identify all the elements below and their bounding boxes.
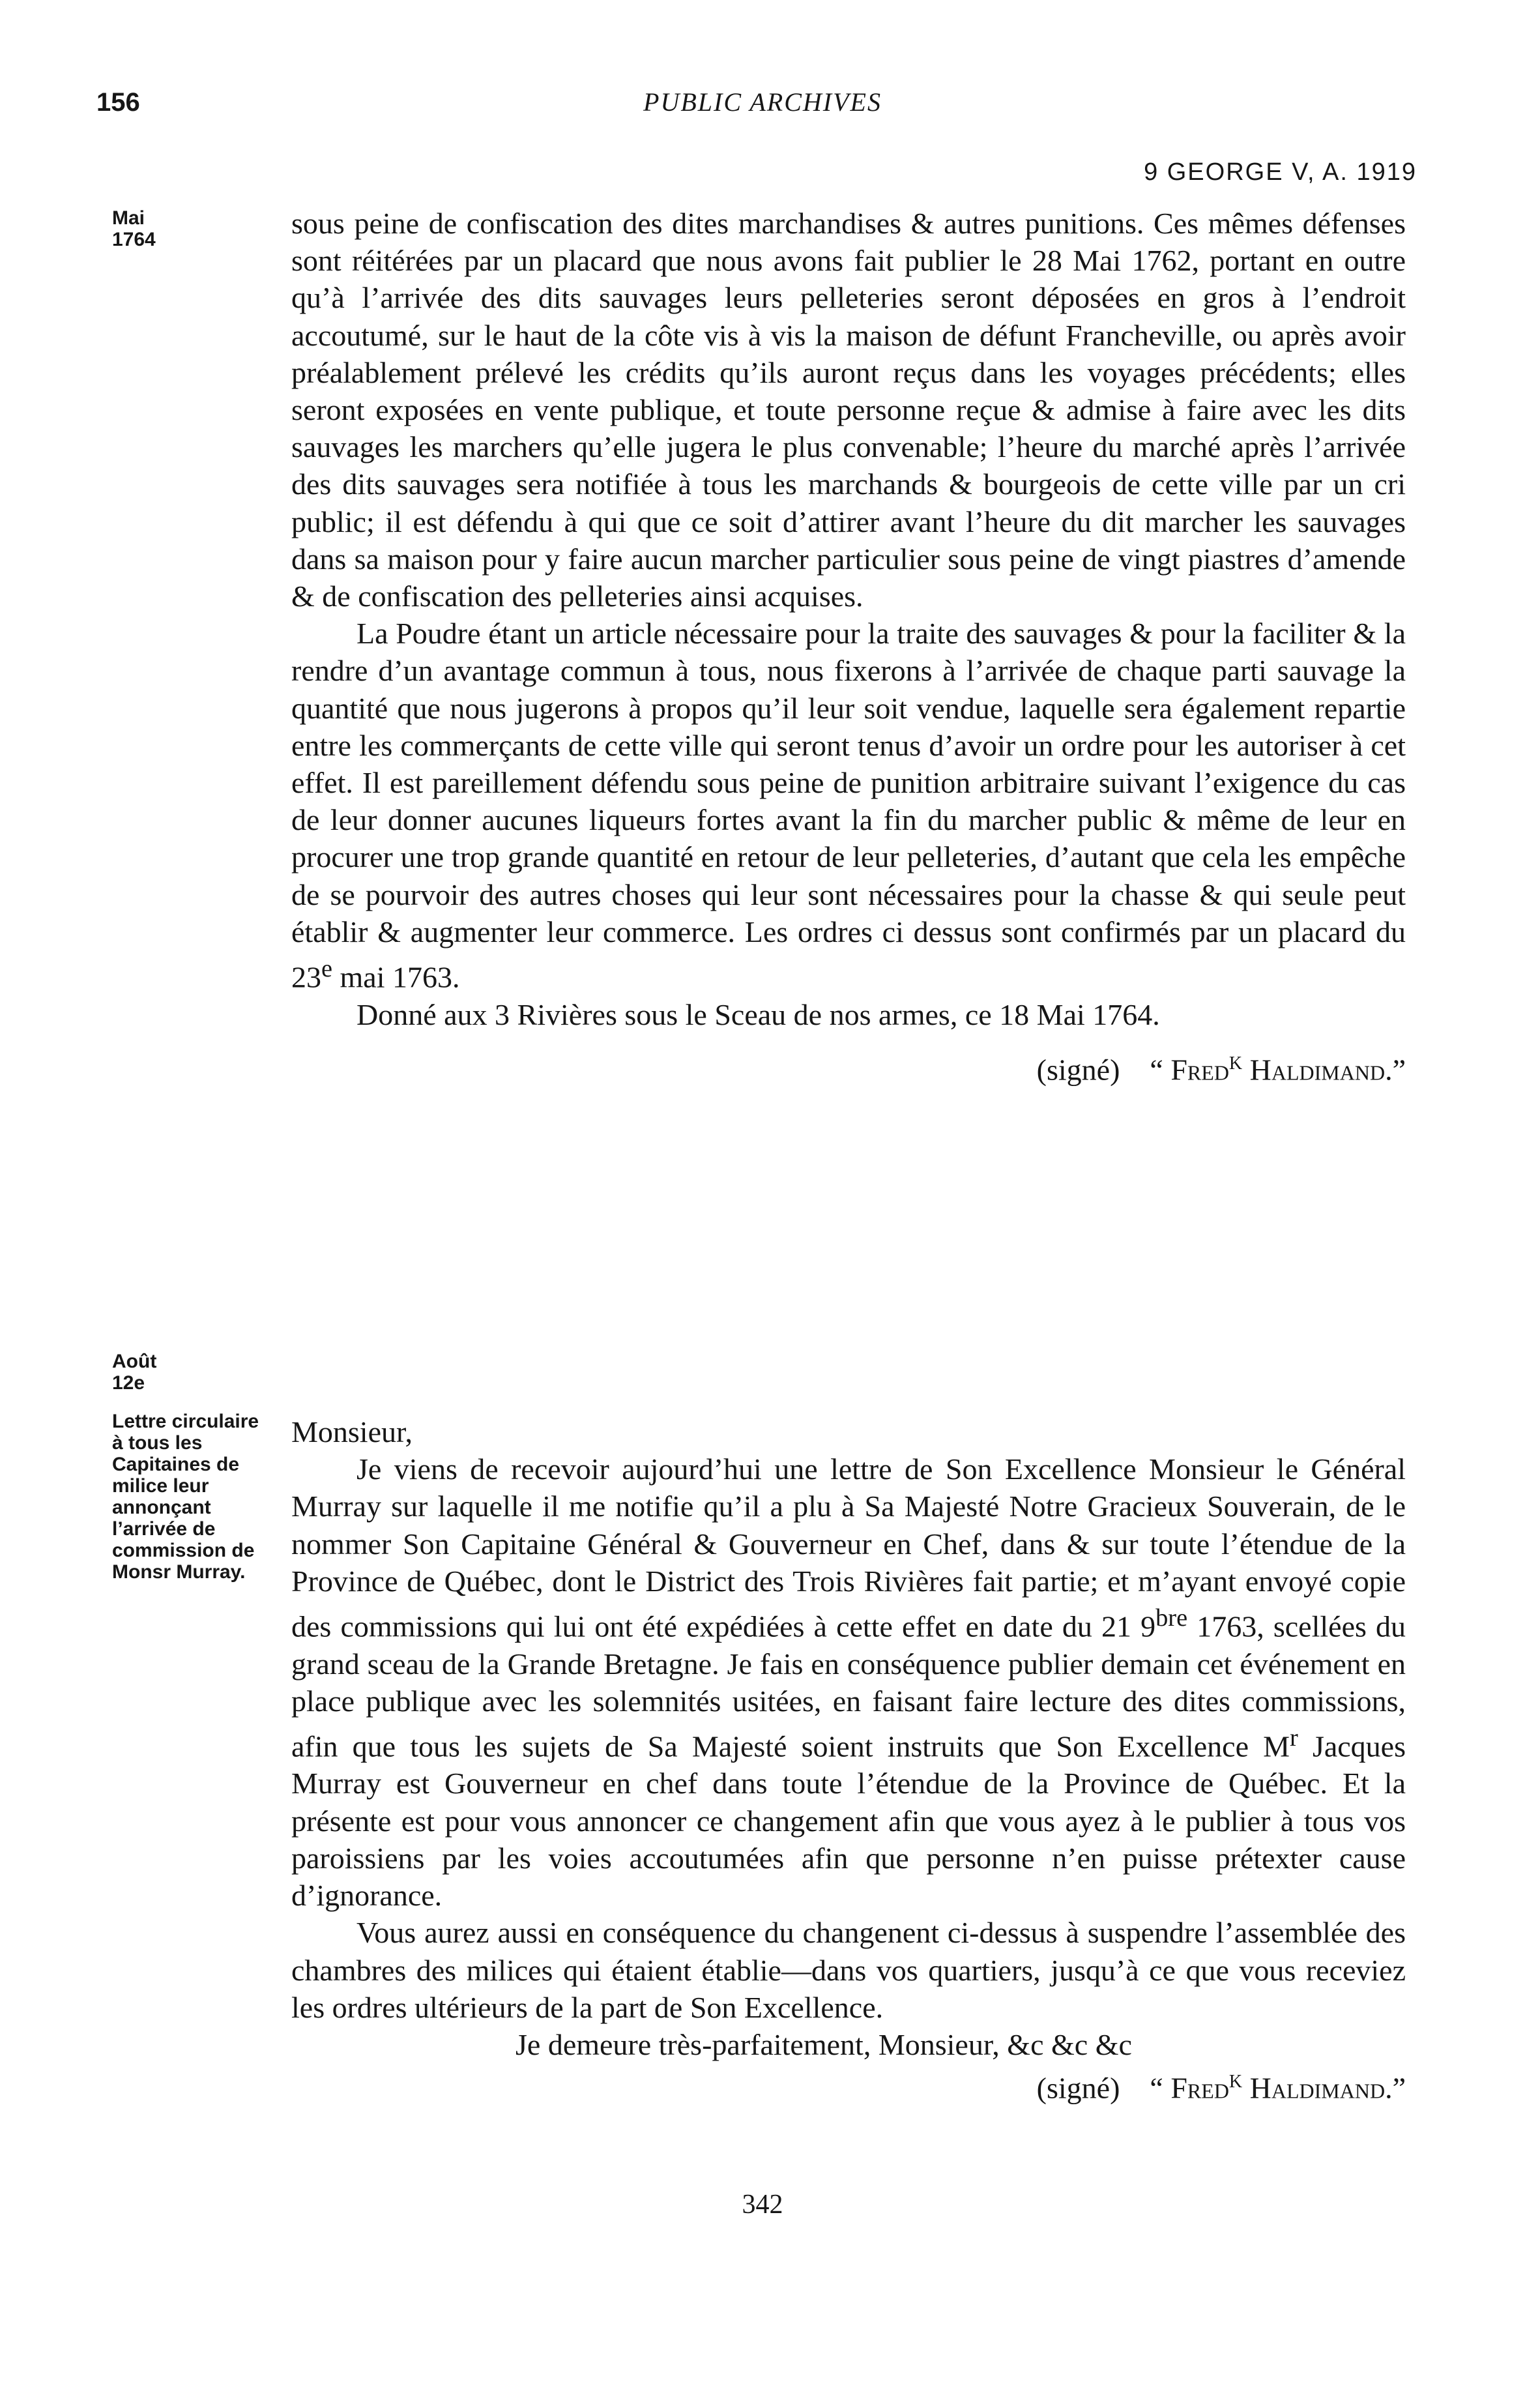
doc2-paragraph-2: Vous aurez aussi en conséquence du changenent ci-dessus à suspendre l’assemblée des chambres des milices qui étaient établie—dans vos quartiers, jusqu’à ce que vous receviez les ordres ultérieurs de la part de Son Excellence. — [291, 1916, 1406, 2024]
margin-month-2: Août — [112, 1351, 157, 1372]
document-2-body — [291, 1413, 1406, 2107]
margin-date-1 — [112, 207, 288, 250]
margin-note: Lettre circulaire à tous les Capitaines de milice leur annonçant l’arrivée de commission de Monsr Murray. — [112, 1411, 259, 1583]
margin-day-2: 12e — [112, 1372, 145, 1394]
doc1-paragraph-1: sous peine de confiscation des dites marchandises & autres punitions. Ces mêmes défenses sont réitérées par un placard que nous avons fait publier le 28 Mai 1762, portant en outre qu’à l’arrivée des dits sauvages leurs pelleteries seront déposées en gros à l’endroit accoutumé, sur le haut de la côte vis à vis la maison de défunt Francheville, ou après avoir préalablement prélevé les crédits qu’ils auront reçus dans les voyages précédents; elles seront exposées en vente publique, et toute personne reçue & admise à faire avec les dits sauvages les marchers qu’elle jugera le plus convenable; l’heure du marché après l’arrivée des dits sauvages sera notifiée à tous les marchands & bourgeois de cette ville par un cri public; il est défendu à qui que ce soit d’attirer avant l’heure du dit marcher les sauvages dans sa maison pour y faire aucun marcher particulier sous peine de vingt piastres d’amende & de confiscation des pelleteries ainsi acquises. — [291, 207, 1406, 613]
doc1-given-line: Donné aux 3 Rivières sous le Sceau de nos armes, ce 18 Mai 1764. — [356, 997, 1160, 1031]
session-header: 9 GEORGE V, A. 1919 — [1144, 158, 1417, 186]
doc1-paragraph-2: La Poudre étant un article nécessaire pour la traite des sauvages & pour la faciliter & la rendre d’un avantage commun à tous, nous fixerons à l’arrivée de chaque parti sauvage la quantité que nous jugerons à propos qu’il leur soit vendue, laquelle sera également repartie entre les commerçants de cette ville qui seront tenus d’avoir un ordre pour les autoriser à cet effet. Il est pareillement défendu sous peine de punition arbitraire suivant l’exigence du cas de leur donner aucunes liqueurs fortes avant la fin du marcher public & même de leur en procurer une trop grande quantité en retour de leur pelleteries, d’autant que cela les empêche de se pourvoir des autres choses qui leur sont nécessaires pour la chasse & qui seule peut établir & augmenter leur commerce. Les ordres ci dessus sont confirmés par un placard du 23e mai 1763. — [291, 617, 1406, 994]
doc2-signature: (signé) “ Fred$^K$ Haldimand.” — [1036, 2071, 1406, 2105]
document-1-body — [291, 205, 1406, 1088]
doc2-salutation: Monsieur, — [291, 1415, 413, 1448]
margin-date-2 — [112, 1351, 288, 1583]
doc2-closing: Je demeure très-parfaitement, Monsieur, &c &c &c — [516, 2027, 1132, 2061]
running-title: PUBLIC ARCHIVES — [643, 87, 882, 117]
doc2-paragraph-1: Je viens de recevoir aujourd’hui une lettre de Son Excellence Monsieur le Général Murray sur laquelle il me notifie qu’il a plu à Sa Majesté Notre Gracieux Souverain, de le nommer Son Capitaine Général & Gouverneur en Chef, dans & sur toute l’étendue de la Province de Québec, dont le District des Trois Rivières fait partie; et m’ayant envoyé copie des commissions qui lui ont été expédiées à cette effet en date du 21 $9^{bre}$ 1763, scellées du grand sceau de la Grande Bretagne. Je fais en conséquence publier demain cet événement en place publique avec les solemnités usitées, en faisant faire lecture des dites commissions, afin que tous les sujets de Sa Majesté soient instruits que Son Excellence $M^r$ Jacques Murray est Gouverneur en chef dans toute l’étendue de la Province de Québec. Et la présente est pour vous annoncer ce changement afin que vous ayez à le publier à tous vos paroissiens par les voies accoutumées afin que personne n’en puisse prétexter cause d’ignorance. — [291, 1452, 1406, 1913]
margin-year: 1764 — [112, 229, 156, 250]
footer-page-number: 342 — [742, 2190, 783, 2220]
page-number: 156 — [96, 88, 140, 117]
doc1-signature: (signé) “ Fred$^K$ Haldimand.” — [1036, 1053, 1406, 1087]
margin-month: Mai — [112, 207, 145, 229]
